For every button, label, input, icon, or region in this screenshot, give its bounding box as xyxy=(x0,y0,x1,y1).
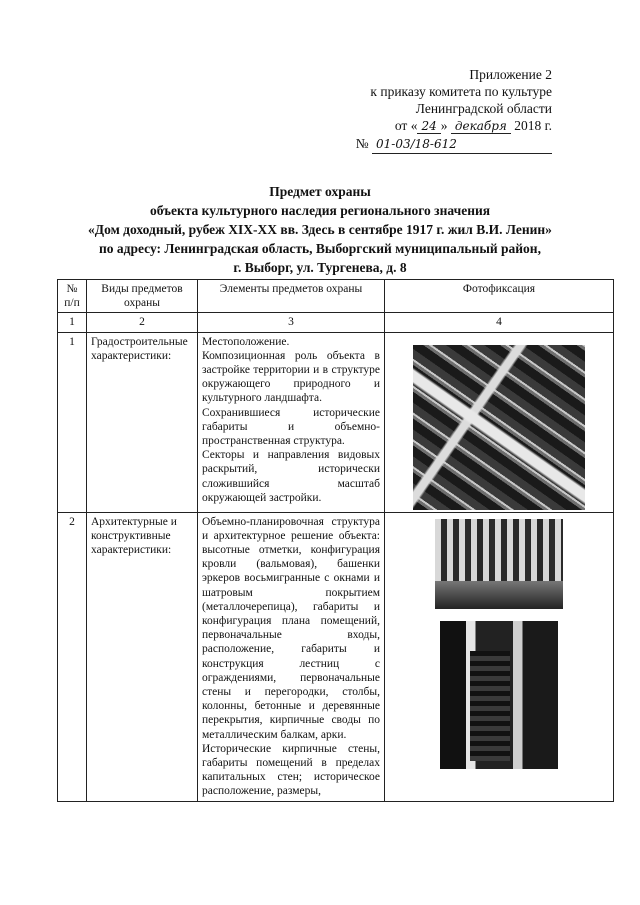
element-text: Местоположение. xyxy=(202,335,290,348)
colnum-2: 2 xyxy=(87,313,198,332)
table-colnum-row xyxy=(58,313,614,332)
title-line-1: Предмет охраны xyxy=(269,184,371,199)
aerial-photo xyxy=(413,345,585,510)
title-line-4: по адресу: Ленинградская область, Выборгский муниципальный район, xyxy=(99,241,541,256)
courtyard-photo xyxy=(440,621,558,769)
row-type: Градостроительные характеристики: xyxy=(87,332,198,512)
header-type: Виды предметов охраны xyxy=(87,280,198,313)
row-num: 2 xyxy=(58,512,87,801)
header-num: № п/п xyxy=(58,280,87,313)
date-mid: » xyxy=(440,118,448,133)
element-text: Сохранившиеся исторические габариты и объемно-пространственная структура. xyxy=(202,406,380,448)
table-header-row xyxy=(58,280,614,313)
element-text: Композиционная роль объекта в застройке территории и в структуре окружающего природного и культурного ландшафта. xyxy=(202,349,380,405)
title-line-2: объекта культурного наследия регионального значения xyxy=(149,203,491,218)
colnum-1: 1 xyxy=(58,313,87,332)
title-line-5: г. Выборг, ул. Тургенева, д. 8 xyxy=(233,260,407,275)
order-number-label: № xyxy=(355,136,369,151)
date-month: декабря xyxy=(451,119,511,134)
element-text: Объемно-планировочная структура и архитектурное решение объекта: высотные отметки, конфигурация кровли (вальмовая), башенки эркеров восьмигранные с окнами и шатровым покрытием (металлочерепица), габариты и конфигурация плана помещений, первоначальные входы, расположение, габариты и конструкция лестниц с ограждениями, первоначальные стены и перегородки, столбы, колонны, бетонные и деревянные перекрытия, кирпичные своды по металлическим балкам, арки. xyxy=(202,515,380,741)
appendix-region: Ленинградской области xyxy=(415,101,552,116)
title-line-3: «Дом доходный, рубеж XIX-XX вв. Здесь в сентябре 1917 г. жил В.И. Ленин» xyxy=(88,222,552,237)
row-photo xyxy=(385,512,614,801)
row-type: Архитектурные и конструктивные характеристики: xyxy=(87,512,198,801)
order-number xyxy=(356,135,552,154)
element-text: Исторические кирпичные стены, габариты помещений в пределах капитальных стен; историческое расположение, размеры, xyxy=(202,742,380,798)
row-photo xyxy=(385,332,614,512)
date-year: 2018 г. xyxy=(514,118,552,133)
appendix-number: Приложение 2 xyxy=(469,67,552,82)
colnum-4: 4 xyxy=(385,313,614,332)
element-text: Секторы и направления видовых раскрытий, исторически сложившийся масштаб окружающей застройки. xyxy=(202,449,380,504)
facade-photo xyxy=(435,519,563,609)
header-elements: Элементы предметов охраны xyxy=(198,280,385,313)
appendix-order-ref: к приказу комитета по культуре xyxy=(370,84,552,99)
protection-table xyxy=(57,279,614,802)
document-title xyxy=(40,182,600,277)
row-num: 1 xyxy=(58,332,87,512)
appendix-date xyxy=(356,117,552,135)
order-number-value: 01-03/18-612 xyxy=(376,137,457,151)
table-row xyxy=(58,332,614,512)
date-day: 24 xyxy=(417,119,440,134)
row-elements xyxy=(198,332,385,512)
appendix-header xyxy=(356,66,552,154)
row-elements xyxy=(198,512,385,801)
header-photo: Фотофиксация xyxy=(385,280,614,313)
date-prefix: от « xyxy=(394,118,418,133)
colnum-3: 3 xyxy=(198,313,385,332)
table-row xyxy=(58,512,614,801)
